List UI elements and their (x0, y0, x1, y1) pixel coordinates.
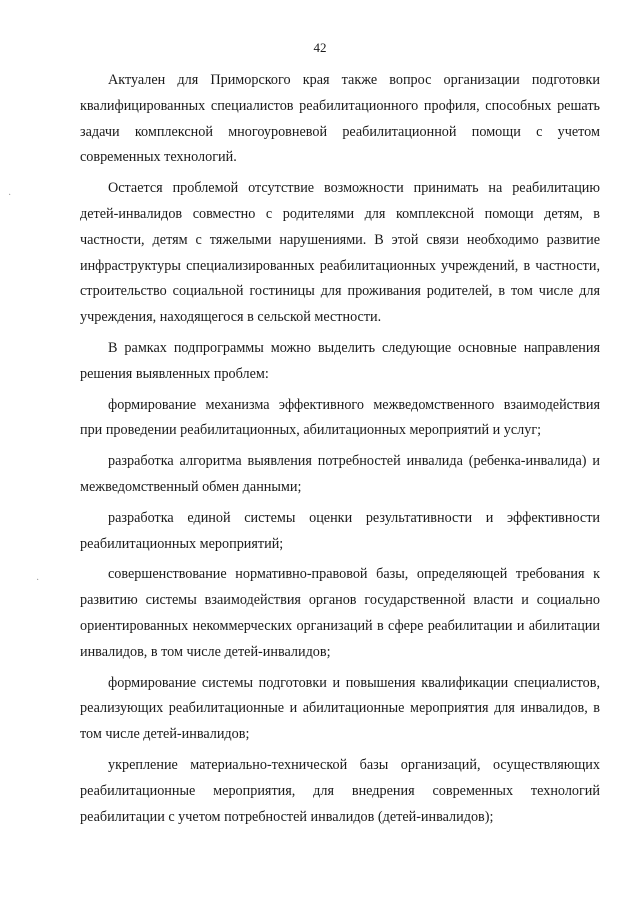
list-item: формирование системы подготовки и повышения квалификации специалистов, реализующих реабилитационные и абилитационные мероприятия для инвалидов, в том числе детей-инвалидов; (80, 674, 600, 743)
list-item: формирование механизма эффективного межведомственного взаимодействия при проведении реабилитационных, абилитационных мероприятий и услуг; (80, 396, 600, 439)
list-item: разработка единой системы оценки результативности и эффективности реабилитационных мероприятий; (80, 509, 600, 552)
paragraph: В рамках подпрограммы можно выделить следующие основные направления решения выявленных проблем: (80, 339, 600, 382)
scan-mark: · (8, 190, 12, 201)
paragraph: Остается проблемой отсутствие возможности принимать на реабилитацию детей-инвалидов совместно с родителями для комплексной помощи детям, в частности, детям с тяжелыми нарушениями. В этой связи необходимо развитие инфраструктуры специализированных реабилитационных учреждений, в частности, строительство социальной гостиницы для проживания родителей, в том числе для учреждения, находящегося в сельской местности. (80, 180, 600, 326)
list-item: укрепление материально-технической базы организаций, осуществляющих реабилитационные мероприятия, для внедрения современных технологий реабилитации с учетом потребностей инвалидов (детей-инвалидов); (80, 756, 600, 825)
scan-mark: · (36, 575, 40, 586)
paragraph: Актуален для Приморского края также вопрос организации подготовки квалифицированных специалистов реабилитационного профиля, способных решать задачи комплексной многоуровневой реабилитационной помощи с учетом современных технологий. (80, 72, 600, 166)
document-body (80, 68, 600, 835)
list-item: совершенствование нормативно-правовой базы, определяющей требования к развитию системы взаимодействия органов государственной власти и социально ориентированных некоммерческих организаций в сфере реабилитации и абилитации инвалидов, в том числе детей-инвалидов; (80, 566, 600, 660)
list-item: разработка алгоритма выявления потребностей инвалида (ребенка-инвалида) и межведомственный обмен данными; (80, 453, 600, 495)
page-number: 42 (313, 40, 327, 55)
